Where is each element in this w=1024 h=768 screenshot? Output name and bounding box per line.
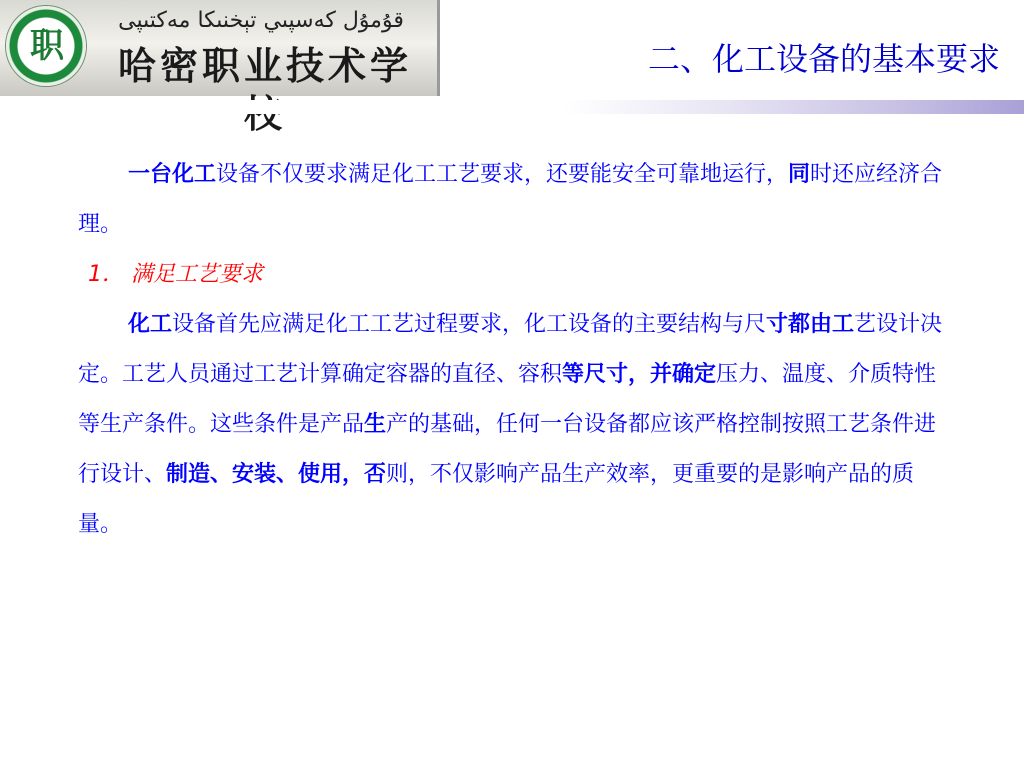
header-divider: [0, 100, 1024, 114]
para2-bold-4: 生: [364, 412, 387, 437]
intro-text-2: 时还应经济合理。: [78, 162, 943, 237]
slide-title: 二、化工设备的基本要求: [647, 40, 1000, 78]
para2-text-1: 设备首先应满足化工工艺过程要求，化工设备的主要结构与尺: [172, 312, 767, 337]
para2-text-2: 艺设计决定。工艺人员通过工艺计算确定容器的直径、容积: [78, 312, 943, 387]
intro-bold-2: 同: [788, 162, 811, 187]
slide-body: [78, 150, 958, 550]
intro-bold-1: 一台化工: [128, 162, 217, 187]
para2-bold-2: 寸都由工: [766, 312, 855, 337]
emblem-mark: 职: [30, 26, 64, 66]
para2-text-3: 压力、温度、介质特性等生产条件。这些条件是产品: [78, 362, 937, 437]
para2-text-5: 则，不仅影响产品生产效率，更重要的是影响产品的质量。: [78, 462, 915, 537]
intro-paragraph: [78, 150, 958, 250]
slide-header: [0, 0, 1024, 112]
para2-bold-1: 化工: [128, 312, 173, 337]
intro-text-1: 设备不仅要求满足化工工艺要求，还要能安全可靠地运行，: [216, 162, 789, 187]
school-logo-banner: [0, 0, 440, 96]
section-heading-1: 1． 满足工艺要求: [88, 262, 263, 287]
school-name-chinese: 哈密职业技术学: [117, 43, 412, 88]
para2-bold-3: 等尺寸，并确定: [562, 362, 717, 387]
school-name-uyghur: قۇمۇل كەسپىي تېخنىكا مەكتىپى: [118, 8, 404, 33]
process-requirement-paragraph: [78, 300, 958, 550]
para2-text-4: 产的基础，任何一台设备都应该严格控制按照工艺条件进行设计、: [78, 412, 937, 487]
para2-bold-5: 制造、安装、使用，否: [166, 462, 387, 487]
school-emblem-icon: [6, 6, 86, 86]
